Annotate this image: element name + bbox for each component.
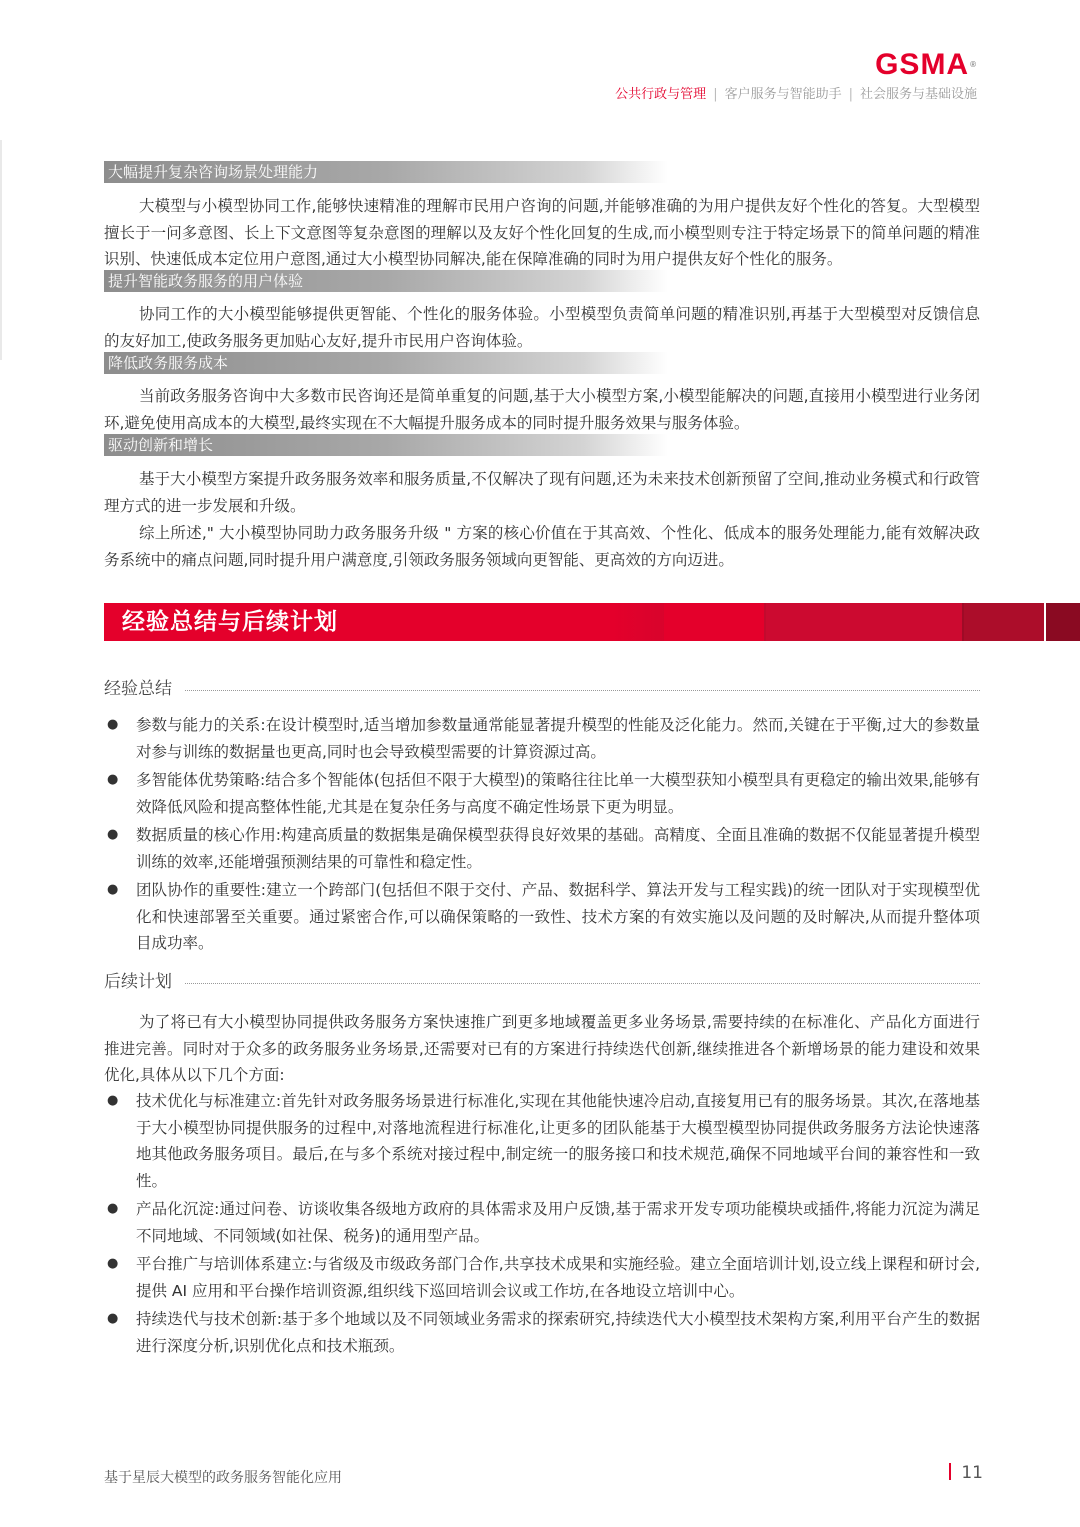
section-banner xyxy=(104,603,980,641)
nav-item-public-admin[interactable]: 公共行政与管理 xyxy=(615,87,707,102)
list-item: ● 参数与能力的关系:在设计模型时,适当增加参数量通常能显著提升模型的性能及泛化能力。然而,关键在于平衡,过大的参数量对参与训练的数据量也更高,同时也会导致模型需要的计算资源过高。 xyxy=(104,712,980,765)
experience-title: 经验总结 xyxy=(104,676,184,702)
subheading-complex-consult: 大幅提升复杂咨询场景处理能力 xyxy=(104,161,668,183)
banner-block xyxy=(766,603,962,641)
banner-block xyxy=(1046,603,1080,641)
plan-title: 后续计划 xyxy=(104,969,184,995)
paragraph-user-experience: 协同工作的大小模型能够提供更智能、个性化的服务体验。小型模型负责简单问题的精准识别,再基于大型模型对反馈信息的友好加工,使政务服务更加贴心友好,提升市民用户咨询体验。 xyxy=(104,305,980,350)
list-item: ● 团队协作的重要性:建立一个跨部门(包括但不限于交付、产品、数据科学、算法开发与工程实践)的统一团队对于实现模型优化和快速部署至关重要。通过紧密合作,可以确保策略的一致性、技术方案的有效实施以及问题的及时解决,从而提升整体项目成功率。 xyxy=(104,877,980,957)
bullet-icon: ● xyxy=(107,882,119,897)
plan-section-title xyxy=(104,969,980,995)
bullet-icon: ● xyxy=(107,1093,119,1108)
bullet-icon: ● xyxy=(107,772,119,787)
page-edge-shadow xyxy=(0,140,2,360)
nav-item-customer-service[interactable]: 客户服务与智能助手 xyxy=(724,87,842,102)
dotted-divider xyxy=(104,983,980,984)
experience-list xyxy=(104,712,980,957)
paragraph-innovation: 基于大小模型方案提升政务服务效率和服务质量,不仅解决了现有问题,还为未来技术创新预留了空间,推动业务模式和行政管理方式的进一步发展和升级。 xyxy=(104,470,980,515)
list-item: ● 数据质量的核心作用:构建高质量的数据集是确保模型获得良好效果的基础。高精度、全面且准确的数据不仅能显著提升模型训练的效率,还能增强预测结果的可靠性和稳定性。 xyxy=(104,822,980,875)
footer-doc-title: 基于星辰大模型的政务服务智能化应用 xyxy=(104,1470,342,1486)
bullet-icon: ● xyxy=(107,1201,119,1216)
banner-block xyxy=(964,603,1044,641)
page-number: 11 xyxy=(949,1463,983,1483)
experience-section-title xyxy=(104,676,980,702)
list-item: ● 持续迭代与技术创新:基于多个地域以及不同领域业务需求的探索研究,持续迭代大小模型技术架构方案,利用平台产生的数据进行深度分析,识别优化点和技术瓶颈。 xyxy=(104,1306,980,1359)
list-item: ● 技术优化与标准建立:首先针对政务服务场景进行标准化,实现在其他能快速冷启动,直接复用已有的服务场景。其次,在落地基于大小模型协同提供服务的过程中,对落地流程进行标准化,让更多的团队能基于大模型模型协同提供政务服务方法论快速落地其他政务服务项目。最后,在与多个系统对接过程中,制定统一的服务接口和技术规范,确保不同地域平台间的兼容性和一致性。 xyxy=(104,1088,980,1194)
list-item: ● 产品化沉淀:通过问卷、访谈收集各级地方政府的具体需求及用户反馈,基于需求开发专项功能模块或插件,将能力沉淀为满足不同地域、不同领域(如社保、税务)的通用型产品。 xyxy=(104,1196,980,1249)
nav-item-social-services[interactable]: 社会服务与基础设施 xyxy=(859,87,977,102)
subheading-user-experience: 提升智能政务服务的用户体验 xyxy=(104,270,668,292)
paragraph-complex-consult: 大模型与小模型协同工作,能够快速精准的理解市民用户咨询的问题,并能够准确的为用户提供友好个性化的答复。大型模型擅长于一问多意图、长上下文意图等复杂意图的理解以及友好个性化回复的生成,而小模型则专注于特定场景下的简单问题的精准识别、快速低成本定位用户意图,通过大小模型协同解决,能在保障准确的同时为用户提供友好个性化的服务。 xyxy=(104,197,980,268)
paragraph-reduce-cost: 当前政务服务咨询中大多数市民咨询还是简单重复的问题,基于大小模型方案,小模型能解决的问题,直接用小模型进行业务闭环,避免使用高成本的大模型,最终实现在不大幅提升服务成本的同时提升服务效果与服务体验。 xyxy=(104,387,980,432)
banner-block xyxy=(664,603,764,641)
plan-intro: 为了将已有大小模型协同提供政务服务方案快速推广到更多地域覆盖更多业务场景,需要持续的在标准化、产品化方面进行推进完善。同时对于众多的政务服务业务场景,还需要对已有的方案进行持续迭代创新,继续推进各个新增场景的能力建设和效果优化,具体从以下几个方面: xyxy=(104,1013,980,1084)
bullet-icon: ● xyxy=(107,1311,119,1326)
paragraph-summary: 综上所述," 大小模型协同助力政务服务升级 " 方案的核心价值在于其高效、个性化、低成本的服务处理能力,能有效解决政务系统中的痛点问题,同时提升用户满意度,引领政务服务领域向更智能、更高效的方向迈进。 xyxy=(104,524,980,569)
gsma-logo: GSMA® xyxy=(875,48,977,81)
bullet-icon: ● xyxy=(107,827,119,842)
banner-title: 经验总结与后续计划 xyxy=(122,609,338,635)
list-item: ● 平台推广与培训体系建立:与省级及市级政务部门合作,共享技术成果和实施经验。建立全面培训计划,设立线上课程和研讨会,提供 AI 应用和平台操作培训资源,组织线下巡回培训会议或工作坊,在各地设立培训中心。 xyxy=(104,1251,980,1304)
page-number-bar xyxy=(949,1463,951,1480)
list-item: ● 多智能体优势策略:结合多个智能体(包括但不限于大模型)的策略往往比单一大模型获知小模型具有更稳定的输出效果,能够有效降低风险和提高整体性能,尤其是在复杂任务与高度不确定性场景下更为明显。 xyxy=(104,767,980,820)
nav-separator: | xyxy=(713,87,718,102)
subheading-reduce-cost: 降低政务服务成本 xyxy=(104,352,668,374)
bullet-icon: ● xyxy=(107,717,119,732)
nav-separator: | xyxy=(848,87,853,102)
bullet-icon: ● xyxy=(107,1256,119,1271)
subheading-innovation: 驱动创新和增长 xyxy=(104,434,668,456)
dotted-divider xyxy=(104,690,980,691)
category-nav xyxy=(615,86,977,104)
plan-list xyxy=(104,1088,980,1359)
